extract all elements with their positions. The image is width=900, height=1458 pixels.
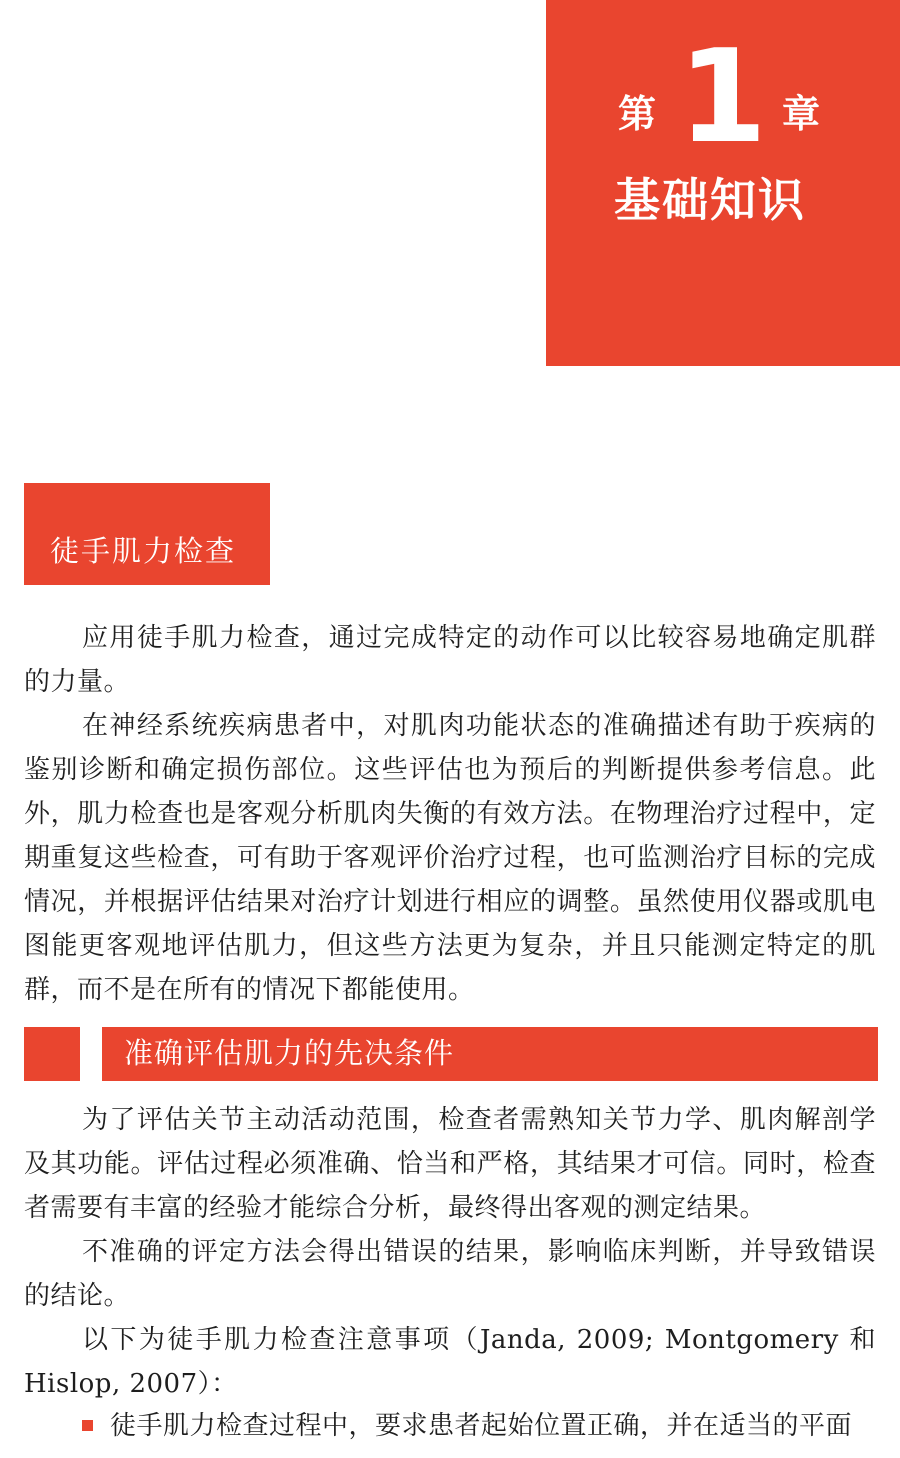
chapter-header — [546, 0, 900, 366]
paragraph: 以下为徒手肌力检查注意事项（Janda, 2009; Montgomery 和 Hislop, 2007）： — [24, 1325, 876, 1399]
chapter-prefix: 第 — [618, 92, 657, 136]
chapter-suffix: 章 — [782, 92, 821, 136]
paragraph: 为了评估关节主动活动范围，检查者需熟知关节力学、肌肉解剖学及其功能。评估过程必须准确、恰当和严格，其结果才可信。同时，检查者需要有丰富的经验才能综合分析，最终得出客观的测定结果。 — [24, 1105, 876, 1223]
chapter-title: 基础知识 — [614, 173, 806, 227]
section-heading-label: 徒手肌力检查 — [50, 534, 237, 568]
paragraph: 在神经系统疾病患者中，对肌肉功能状态的准确描述有助于疾病的鉴别诊断和确定损伤部位。这些评估也为预后的判断提供参考信息。此外，肌力检查也是客观分析肌肉失衡的有效方法。在物理治疗过程中，定期重复这些检查，可有助于客观评价治疗过程，也可监测治疗目标的完成情况，并根据评估结果对治疗计划进行相应的调整。虽然使用仪器或肌电图能更客观地评估肌力，但这些方法更为复杂，并且只能测定特定的肌群，而不是在所有的情况下都能使用。 — [24, 711, 876, 1005]
bullet-item: 徒手肌力检查过程中，要求患者起始位置正确，并在适当的平面 — [110, 1411, 853, 1441]
paragraph: 不准确的评定方法会得出错误的结果，影响临床判断，并导致错误的结论。 — [24, 1237, 876, 1311]
chapter-number: 1 — [678, 23, 768, 172]
section-heading-label: 准确评估肌力的先决条件 — [124, 1036, 455, 1070]
section-heading-prerequisites — [102, 1027, 878, 1081]
paragraph: 应用徒手肌力检查，通过完成特定的动作可以比较容易地确定肌群的力量。 — [24, 623, 876, 697]
section-heading-manual-muscle-testing — [24, 483, 270, 585]
section-heading-accent-block — [24, 1027, 80, 1081]
bullet-square-icon — [82, 1420, 93, 1431]
